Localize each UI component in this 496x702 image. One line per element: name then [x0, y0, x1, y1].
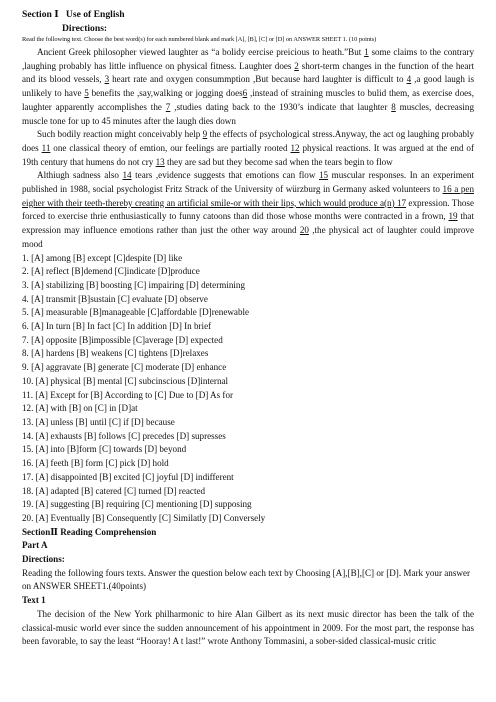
answer-options-list — [22, 252, 474, 526]
blank-number: 2 — [294, 60, 299, 71]
blank-number: 13 — [155, 156, 165, 167]
blank-number: 9 — [202, 129, 208, 140]
answer-option: 2. [A] reflect [B]demend [C]indicate [D]produce — [22, 266, 200, 277]
section1-directions-label: Directions: — [62, 22, 108, 34]
answer-option: 8. [A] hardens [B] weakens [C] tightens [D]relaxes — [22, 348, 209, 359]
blank-number: 16 a pen eigher with their teeth-thereby creating an artificial smile-or with their lips, which would produce a(n) 17 — [22, 184, 475, 208]
answer-option: 4. [A] transmit [B]sustain [C] evaluate [D] observe — [22, 293, 208, 304]
blank-number: 15 — [319, 170, 329, 181]
text1-label: Text 1 — [22, 595, 46, 606]
answer-option: 5. [A] measurable [B]manageable [C]affordable [D]renewable — [22, 307, 250, 318]
blank-number: 3 — [104, 74, 110, 85]
blank-number: 8 — [391, 101, 396, 112]
answer-option: 15. [A] into [B]form [C] towards [D] beyond — [22, 444, 187, 455]
section2-directions-text: Reading the following fours texts. Answer the question below each text by Choosing [A],[B],[C] or [D]. Mark your answer on ANSWER SHEET1.(40points) — [22, 567, 471, 592]
answer-option: 12. [A] with [B] on [C] in [D]at — [22, 403, 138, 414]
section1-title: Section Ⅰ Use of English — [22, 9, 125, 20]
text1-body: The decision of the New York philharmonic to hire Alan Gilbert as its next music director has been the talk of the classical-music world ever since the sudden announcement of his appointment in 2009. For the most part, the response has been favorable, to say the least “Hooray! A t last!” wrote Anthony Tommasini, a sober-sided classical-music critic — [22, 608, 474, 647]
answer-option: 17. [A] disappointed [B] excited [C] joyful [D] indifferent — [22, 471, 234, 482]
answer-option: 16. [A] feeth [B] form [C] pick [D] hold — [22, 458, 169, 469]
answer-option: 10. [A] physical [B] mental [C] subcinscious [D]internal — [22, 375, 229, 386]
answer-option: 13. [A] unless [B] until [C] if [D] because — [22, 416, 175, 427]
answer-option: 6. [A] In turn [B] In fact [C] In addition [D] In brief — [22, 321, 212, 332]
answer-option: 1. [A] among [B] except [C]despite [D] like — [22, 252, 183, 263]
blank-number: 5 — [84, 88, 89, 99]
answer-option: 7. [A] opposite [B]impossible [C]average [D] expected — [22, 334, 223, 345]
passage-paragraph-3: Althiugh sadness also 14 tears ,evidence suggests that emotions can flow 15 muscular responses. In an experiment published in 1988, social psychologist Fritz Strack of the University of würzburg in Germany asked volunteers to 16 a pen eigher with their teeth-thereby creating an artificial smile-or with their lips, which would produce a(n) 17 expression. Those forced to exercise thrie enthusiastically to funny catoons than did those whose months were contracted in a frown, 19 that expression may influence emotions rather than just the other way around 20 ,the physical act of laughter could improve mood — [22, 170, 475, 249]
blank-number: 11 — [41, 142, 51, 153]
answer-option: 18. [A] adapted [B] catered [C] turned [D] reacted — [22, 485, 206, 496]
blank-number: 4 — [406, 74, 412, 85]
section1-directions-text: Read the following text. Choose the best word(s) for each numbered blank and mark [A], [B], [C] or [D] on ANSWER SHEET 1. (10 points) — [22, 36, 377, 44]
answer-option: 11. [A] Except for [B] According to [C] Due to [D] As for — [22, 389, 234, 400]
answer-option: 19. [A] suggesting [B] requiring [C] mentioning [D] supposing — [22, 499, 252, 510]
blank-number: 6 — [242, 88, 248, 99]
answer-option: 9. [A] aggravate [B] generate [C] moderate [D] enhance — [22, 362, 227, 373]
blank-number: 19 — [448, 211, 458, 222]
blank-number: 20 — [299, 225, 309, 236]
answer-option: 14. [A] exhausts [B] follows [C] precedes [D] supresses — [22, 430, 226, 441]
blank-number: 14 — [122, 170, 132, 181]
section2-directions-label: Directions: — [22, 554, 65, 565]
passage-paragraph-2: Such bodily reaction might conceivably help 9 the effects of psychological stress.Anyway, the act og laughing probably does 11 one classical theory of emtion, our feelings are partially rooted 12 physical reactions. It was argued at the end of 19th century that humens do not cry 13 they are sad but they become sad when the tears begin to flow — [22, 129, 474, 167]
answer-option: 20. [A] Eventually [B] Consequently [C] Similatly [D] Conversely — [22, 512, 266, 523]
answer-option: 3. [A] stabilizing [B] boosting [C] impairing [D] determining — [22, 279, 246, 290]
blank-number: 1 — [364, 47, 369, 57]
passage-paragraph-1: Ancient Greek philosopher viewed laughter as “a bolidy eercise preicious to heath.”But 1 some claims to the contrary ,laughing probably has little influence on physical fitness. Laughter does 2 short-term changes in the function of the heart and its blood vessels, 3 heart rate and oxygen consummption ,But because hard laughter is difficult to 4 ,a good laugh is unlikely to have 5 benefits the ,say,walking or jogging does6 ,instead of straining muscles to bulid them, as exercise does, laughter apparently accomplishes the 7 ,studies dating back to the 1930’s indicate that laughter 8 muscles, decreasing muscle tone for up to 45 minutes after the laugh dies down — [22, 47, 475, 126]
blank-number: 12 — [290, 142, 300, 153]
section2-title: SectionⅡ Reading Comprehension — [22, 526, 157, 537]
blank-number: 7 — [165, 101, 171, 112]
section2-part-label: Part A — [22, 540, 48, 551]
